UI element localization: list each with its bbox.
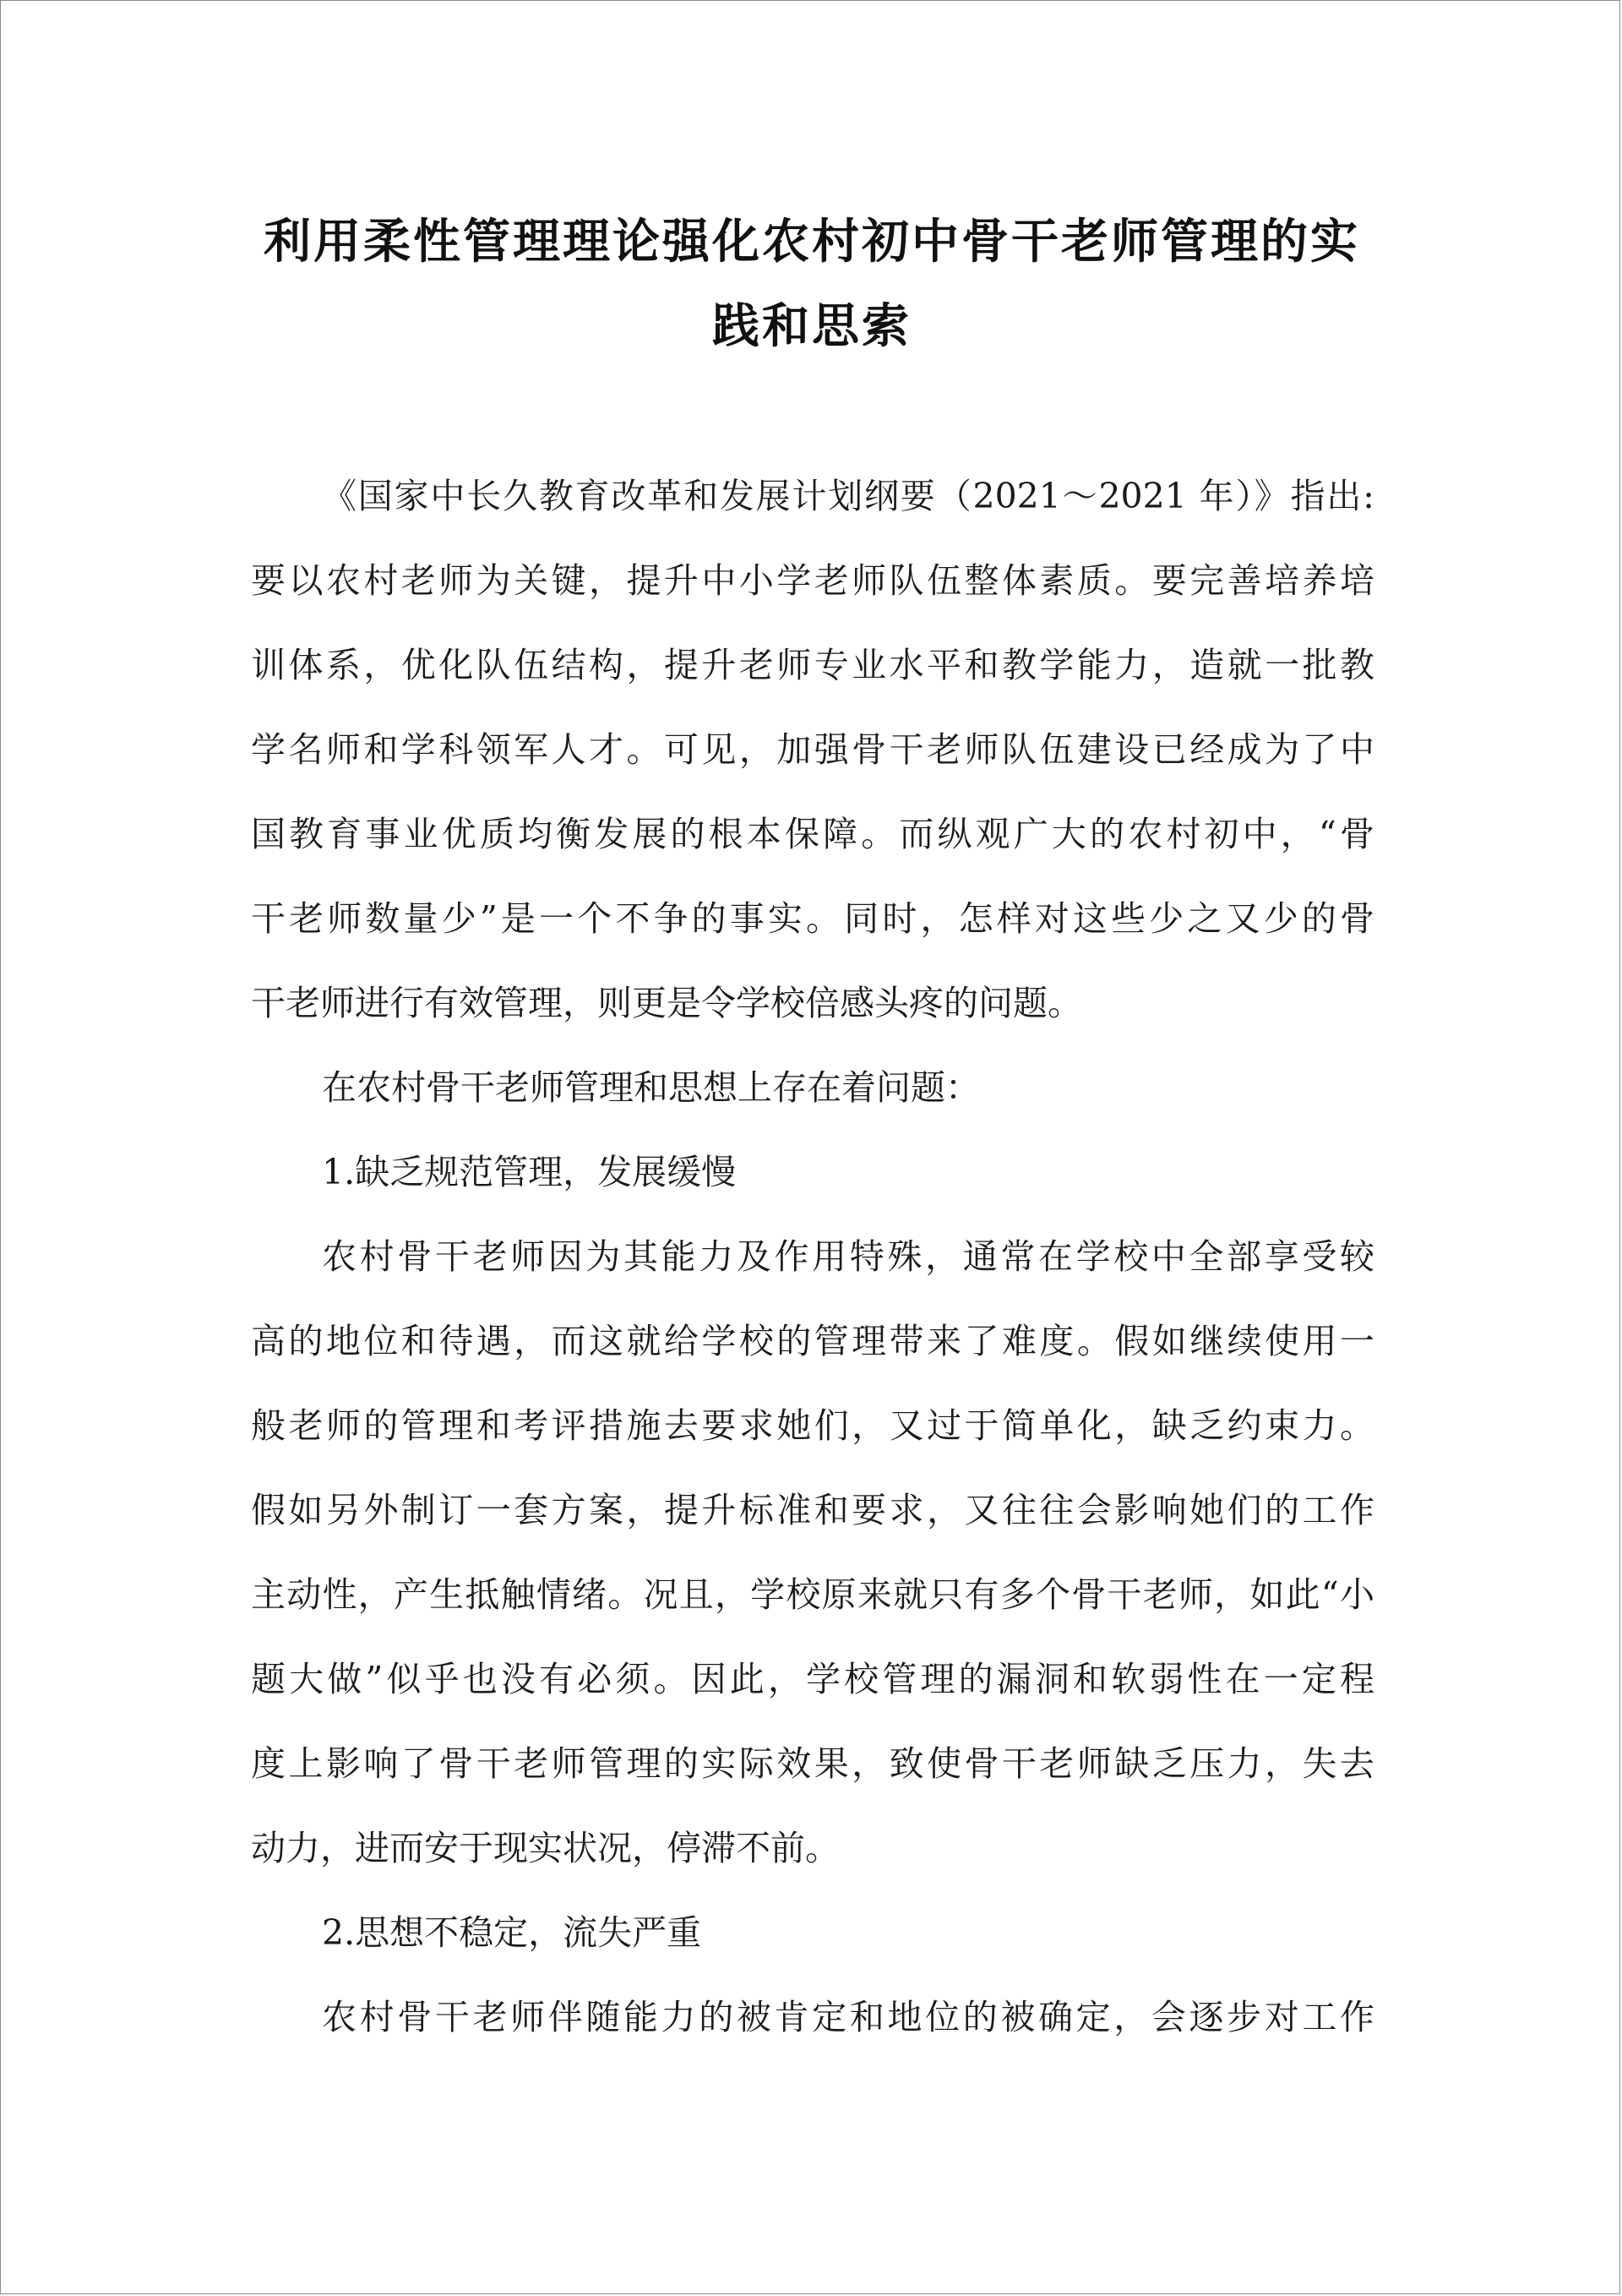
paragraph-line: 高的地位和待遇，而这就给学校的管理带来了难度。假如继续使用一 <box>251 1321 1374 1361</box>
paragraph-line: 农村骨干老师伴随能力的被肯定和地位的被确定，会逐步对工作 <box>322 1997 1374 2037</box>
paragraph-line: 题大做”似乎也没有必须。因此，学校管理的漏洞和软弱性在一定程 <box>251 1659 1374 1699</box>
paragraph-line: 假如另外制订一套方案，提升标准和要求，又往往会影响她们的工作 <box>251 1490 1374 1530</box>
paragraph-line: 主动性，产生抵触情绪。况且，学校原来就只有多个骨干老师，如此“小 <box>251 1574 1374 1615</box>
paragraph-line: 学名师和学科领军人才。可见，加强骨干老师队伍建设已经成为了中 <box>251 729 1374 770</box>
paragraph-line: 训体系，优化队伍结构，提升老师专业水平和教学能力，造就一批教 <box>251 645 1374 685</box>
document-title-line-2: 践和思索 <box>712 298 912 354</box>
paragraph-line: 般老师的管理和考评措施去要求她们，又过于简单化，缺乏约束力。 <box>251 1405 1374 1446</box>
paragraph-line: 农村骨干老师因为其能力及作用特殊，通常在学校中全部享受较 <box>322 1236 1374 1277</box>
paragraph-line: 度上影响了骨干老师管理的实际效果，致使骨干老师缺乏压力，失去 <box>251 1743 1374 1784</box>
paragraph-line: 国教育事业优质均衡发展的根本保障。而纵观广大的农村初中，“骨 <box>251 814 1374 854</box>
section-heading: 1.缺乏规范管理，发展缓慢 <box>322 1152 737 1192</box>
paragraph-line: 动力，进而安于现实状况，停滞不前。 <box>251 1828 840 1868</box>
paragraph-line: 干老师数量少”是一个不争的事实。同时，怎样对这些少之又少的骨 <box>251 898 1374 939</box>
paragraph-line: 干老师进行有效管理，则更是令学校倍感头疼的问题。 <box>251 983 1082 1023</box>
section-intro: 在农村骨干老师管理和思想上存在着问题： <box>322 1067 980 1108</box>
document-title-line-1: 利用柔性管理理论强化农村初中骨干老师管理的实 <box>264 214 1360 270</box>
paragraph-line: 《国家中长久教育改革和发展计划纲要（2021～2021 年）》指出: <box>322 476 1374 516</box>
section-heading: 2.思想不稳定，流失严重 <box>322 1912 702 1953</box>
paragraph-line: 要以农村老师为关键，提升中小学老师队伍整体素质。要完善培养培 <box>251 560 1374 601</box>
